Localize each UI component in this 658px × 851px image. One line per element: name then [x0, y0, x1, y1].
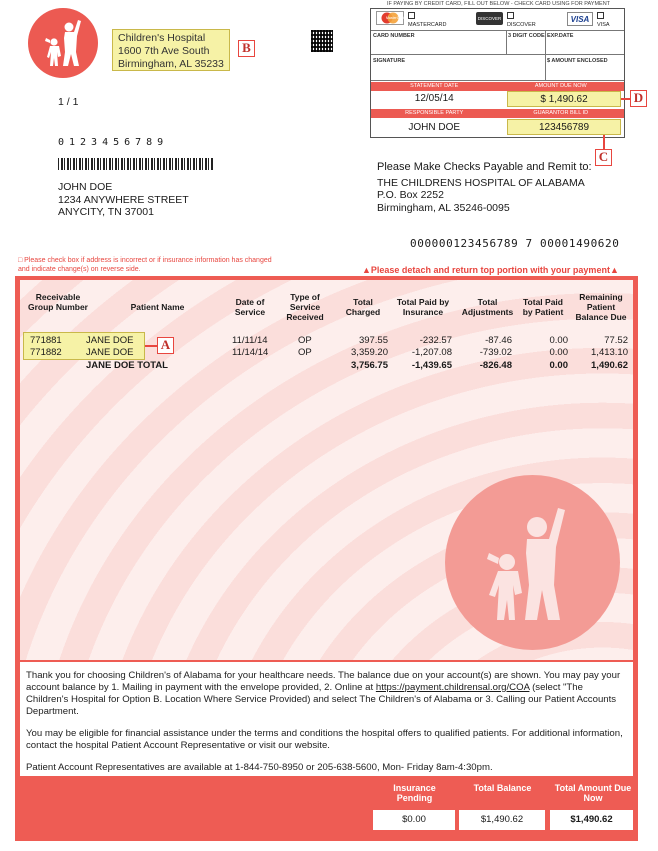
children-watermark-icon	[445, 475, 620, 650]
statement-date-label: STATEMENT DATE	[410, 83, 459, 89]
statement-band	[371, 82, 624, 91]
responsible-party-label: RESPONSIBLE PARTY	[405, 110, 464, 116]
statement-table-area	[20, 280, 633, 660]
message-paragraph-3: Patient Account Representatives are available at 1-844-750-8950 or 205-638-5600, Mon- Friday 8am-4:30pm.	[26, 762, 493, 773]
total-due-value: $1,490.62	[550, 810, 633, 830]
row1-date: 11/11/14	[232, 335, 268, 346]
scan-line: 000000123456789 7 00001490620	[410, 237, 620, 250]
party-band	[371, 109, 624, 118]
row2-type: OP	[298, 347, 312, 358]
header-adjustments: Total Adjustments	[461, 297, 514, 317]
total-balance-value: $1,490.62	[459, 810, 545, 830]
visa-label: VISA	[597, 22, 610, 28]
row1-charged: 397.55	[358, 335, 388, 346]
discover-checkbox[interactable]	[507, 12, 514, 19]
message-paragraph-1	[26, 670, 627, 718]
insurance-pending-label: Insurance Pending	[393, 783, 436, 803]
header-remaining: Remaining Patient Balance Due	[575, 292, 627, 322]
callout-c: C	[595, 149, 612, 166]
header-charged: Total Charged	[345, 297, 381, 317]
discover-label: DISCOVER	[507, 22, 536, 28]
row2-patient: JANE DOE	[86, 347, 134, 358]
callout-b: B	[238, 40, 255, 57]
visa-badge: VISA	[567, 12, 593, 26]
row1-patient-paid: 0.00	[549, 335, 568, 346]
total-charged: 3,756.75	[351, 360, 388, 371]
total-remaining: 1,490.62	[591, 360, 628, 371]
responsible-party: JOHN DOE	[408, 122, 461, 133]
header-patient: Patient Name	[130, 302, 185, 312]
postal-barcode	[58, 158, 213, 170]
insurance-pending-value: $0.00	[373, 810, 455, 830]
total-balance-label: Total Balance	[473, 783, 532, 793]
callout-d: D	[630, 90, 647, 107]
page-indicator: 1 / 1	[58, 96, 79, 108]
visa-checkbox[interactable]	[597, 12, 604, 19]
card-number-label: CARD NUMBER	[373, 33, 415, 39]
message-paragraph-2: You may be eligible for financial assistance under the terms and conditions the hospital offers to qualified patients. For additional information, contact the hospital Patient Account Representative or visit our website.	[26, 728, 623, 751]
qr-code	[311, 30, 333, 52]
mastercard-badge-text: MasterCard	[386, 16, 405, 20]
row2-charged: 3,359.20	[351, 347, 388, 358]
detach-note: ▲Please detach and return top portion with your payment▲	[362, 265, 619, 275]
header-insurance: Total Paid by Insurance	[396, 297, 450, 317]
remit-line1: THE CHILDRENS HOSPITAL OF ALABAMA	[377, 176, 585, 189]
row1-type: OP	[298, 335, 312, 346]
statement-date: 12/05/14	[414, 93, 454, 104]
remit-heading: Please Make Checks Payable and Remit to:	[377, 161, 592, 173]
mailing-address	[58, 181, 189, 219]
total-label: JANE DOE TOTAL	[86, 360, 168, 371]
barcode-digits: 0123456789	[58, 137, 169, 148]
message-p1-text-end: (select "The Children's Hospital for Option B. Location Where Service Provided) and select The Children's of Alabama or 3. Calling our Patient Accounts Department.	[26, 682, 617, 717]
header-date: Date of Service	[234, 297, 266, 317]
message-p1-text: Thank you for choosing Children's of Alabama for your healthcare needs. The balance due on your account(s) are shown. You may pay your account balance by 1. Mailing in payment with the envelope provided, 2. Online at	[26, 670, 621, 693]
total-patient-paid: 0.00	[549, 360, 568, 371]
statement-panel	[15, 276, 638, 841]
row2-remaining: 1,413.10	[591, 347, 628, 358]
total-due-label: Total Amount Due Now	[554, 783, 632, 803]
row2-patient-paid: 0.00	[549, 347, 568, 358]
row1-remaining: 77.52	[604, 335, 628, 346]
credit-card-title: IF PAYING BY CREDIT CARD, FILL OUT BELOW - CHECK CARD USING FOR PAYMENT	[386, 1, 611, 7]
exp-date-label: EXP.DATE	[547, 33, 574, 39]
total-adjustments: -826.48	[479, 360, 512, 371]
guarantor-label: GUARANTOR BILL ID	[533, 110, 589, 116]
guarantor-id: 123456789	[507, 119, 621, 135]
children-silhouette-icon	[28, 8, 98, 78]
row2-adjustments: -739.02	[479, 347, 512, 358]
header-type: Type of Service Received	[286, 292, 324, 322]
watermark-circle	[445, 475, 620, 650]
security-code-label: 3 DIGIT CODE	[508, 33, 545, 39]
mastercard-checkbox[interactable]	[408, 12, 415, 19]
row2-date: 11/14/14	[232, 347, 269, 358]
signature-label: SIGNATURE	[373, 58, 405, 64]
callout-a: A	[157, 337, 174, 354]
mailing-city: ANYCITY, TN 37001	[58, 206, 154, 218]
remit-line2: P.O. Box 2252	[377, 189, 444, 201]
amount-due-label: AMOUNT DUE NOW	[534, 83, 587, 89]
hospital-address-line1: 1600 7th Ave South	[118, 45, 210, 57]
row1-group: 771881	[30, 335, 62, 346]
total-insurance: -1,439.65	[411, 360, 452, 371]
row1-insurance: -232.57	[419, 335, 452, 346]
mailing-name: JOHN DOE	[58, 181, 113, 193]
hospital-address-box	[112, 29, 230, 71]
remit-line3: Birmingham, AL 35246-0095	[377, 201, 510, 214]
row2-group: 771882	[30, 347, 62, 358]
row1-patient: JANE DOE	[86, 335, 134, 346]
header-patient-paid: Total Paid by Patient	[522, 297, 564, 317]
row2-insurance: -1,207.08	[411, 347, 452, 358]
payment-link[interactable]: https://payment.childrensal.org/COA	[375, 682, 530, 693]
hospital-name: Children's Hospital	[118, 32, 206, 44]
header-group: Receivable Group Number	[28, 292, 88, 312]
credit-card-form	[370, 1, 625, 138]
message-box	[20, 662, 633, 776]
remit-address	[377, 161, 592, 214]
address-change-note: □ Please check box if address is incorrect or if insurance information has changed and indicate change(s) on reverse side.	[18, 257, 272, 273]
mailing-street: 1234 ANYWHERE STREET	[58, 193, 189, 206]
row1-adjustments: -87.46	[485, 335, 512, 346]
hospital-address-line2: Birmingham, AL 35233	[118, 58, 224, 70]
hospital-logo	[28, 8, 98, 78]
mastercard-label: MASTERCARD	[408, 22, 447, 28]
amount-enclosed-label: $ AMOUNT ENCLOSED	[547, 58, 608, 64]
amount-due: $ 1,490.62	[507, 91, 621, 107]
discover-badge: DISCOVER	[476, 12, 503, 25]
